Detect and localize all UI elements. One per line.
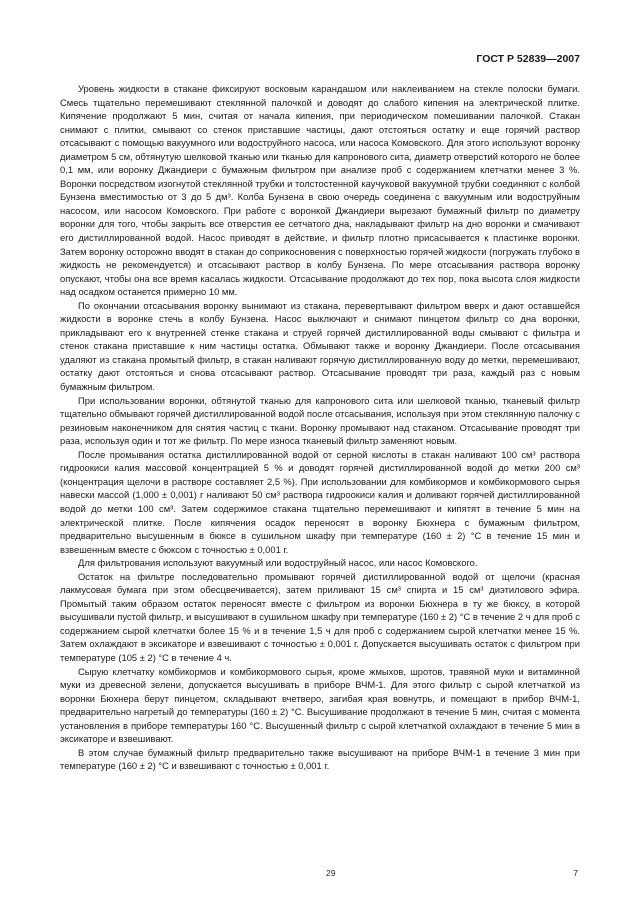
paragraph: Для фильтрования используют вакуумный или водоструйный насос, или насос Комовского. bbox=[78, 557, 478, 569]
document-body bbox=[60, 82, 580, 773]
paragraph: Уровень жидкости в стакане фиксируют восковым карандашом или наклеиванием на стекле полоски бумаги. Смесь тщательно перемешивают стеклянной палочкой и доводят до слабого кипения на электрической плитке. Кипячение продолжают 5 мин, считая от начала кипения, при периодическом помешивании палочкой. Стакан снимают с плитки, смывают со стенок приставшие частицы, дают отстояться остатку и еще горячий раствор отсасывают с помощью вакуумного или водоструйного насоса, или насоса Комовского. Для этого используют воронку диаметром 5 см, обтянутую шелковой тканью или тканью для капронового сита, диаметр отверстий которого не более 0,1 мм, или воронку Джандиери с бумажным фильтром при анализе проб с содержанием клетчатки менее 3 %. Воронки посредством изогнутой стеклянной трубки и толстостенной каучуковой вакуумной трубки соединяют с колбой Бунзена вместимостью от 3 до 5 дм³. Колба Бунзена в свою очередь соединена с вакуумным или водоструйным насосом, или насосом Комовского. При работе с воронкой Джандиери вырезают бумажный фильтр по диаметру воронки для того, чтобы закрыть все отверстия ее сетчатого дна, накладывают фильтр на дно воронки и смачивают его дистиллированной водой. Насос приводят в действие, и фильтр плотно присасывается к пластинке воронки. Затем воронку осторожно вводят в стакан до соприкосновения с поверхностью горячей жидкости (погружать глубоко в жидкость не рекомендуется) и отсасывают раствор в колбу Бунзена. По мере отсасывания раствора воронку опускают, чтобы она все время касалась жидкости. Отсасывание продолжают до тех пор, пока высота слоя жидкости над осадком останется примерно 10 мм. bbox=[60, 83, 580, 298]
paragraph: Остаток на фильтре последовательно промывают горячей дистиллированной водой от щелочи (красная лакмусовая бумага при этом обесцвечивается), затем приливают 15 см³ спирта и 15 см³ диэтилового эфира. Промытый таким образом остаток переносят вместе с фильтром из воронки Бюхнера в ту же бюксу, в которой высушивали пустой фильтр, и высушивают в сушильном шкафу при температуре (160 ± 2) °С в течение 2 ч для проб с содержанием сырой клетчатки более 15 % и в течение 1,5 ч для проб с содержанием сырой клетчатки менее 15 %. Затем охлаждают в эксикаторе и взвешивают с точностью ± 0,001 г. Допускается высушивать остаток с фильтром при температуре (105 ± 2) °С в течение 4 ч. bbox=[60, 570, 580, 663]
paragraph: Сырую клетчатку комбикормов и комбикормового сырья, кроме жмыхов, шротов, травяной муки и витаминной муки из древесной зелени, допускается высушивать в приборе ВЧМ-1. Для этого фильтр с сырой клетчаткой из воронки Бюхнера берут пинцетом, складывают вчетверо, загибая края вовнутрь, и помещают в прибор ВЧМ-1, предварительно нагретый до температуры (160 ± 2) °С. Высушивание продолжают в течение 5 мин, считая с момента установления в приборе температуры 160 °С. Высушенный фильтр с сырой клетчаткой охлаждают в течение 5 мин в эксикаторе и взвешивают. bbox=[60, 665, 580, 745]
paragraph: После промывания остатка дистиллированной водой от серной кислоты в стакан наливают 100 см³ раствора гидроокиси калия массовой концентрацией 5 % и доводят горячей дистиллированной водой до метки 200 см³ (концентрация щелочи в растворе составляет 2,5 %). При использовании для комбикормов и комбикормового сырья навески массой (1,000 ± 0,001) г наливают 50 см³ раствора гидроокиси калия и доливают горячей дистиллированной водой до метки 100 см³. Затем содержимое стакана тщательно перемешивают и кипятят в течение 5 мин на электрической плитке. После кипячения осадок переносят в воронку Бюхнера с бумажным фильтром, предварительно высушенным в бюксе в сушильном шкафу при температуре (160 ± 2) °С в течение 15 мин и взвешенным вместе с бюксом с точностью ± 0,001 г. bbox=[60, 448, 580, 555]
page-number: 29 bbox=[326, 868, 336, 878]
sheet-number: 7 bbox=[573, 868, 578, 878]
paragraph: При использовании воронки, обтянутой тканью для капронового сита или шелковой тканью, тканевый фильтр тщательно обмывают горячей дистиллированной водой после отсасывания, используя при этом стеклянную палочку с резиновым наконечником для снятия частиц с ткани. Воронку промывают над стаканом. Отсасывание проводят три раза, используя один и тот же фильтр. По мере износа тканевый фильтр заменяют новым. bbox=[60, 394, 580, 447]
paragraph: В этом случае бумажный фильтр предварительно также высушивают на приборе ВЧМ-1 в течение 3 мин при температуре (160 ± 2) °С и взвешивают с точностью ± 0,001 г. bbox=[60, 746, 580, 772]
standard-header: ГОСТ Р 52839—2007 bbox=[476, 53, 580, 65]
paragraph: По окончании отсасывания воронку вынимают из стакана, перевертывают фильтром вверх и дают оставшейся жидкости в воронке стечь в колбу Бунзена. Насос выключают и снимают пинцетом фильтр со дна воронки, прикладывают его к внутренней стенке стакана и струей горячей дистиллированной воды смывают с фильтра и стенок стакана приставшие к ним частицы остатка. Обмывают также и воронку Джандиери. После отсасывания удаляют из стакана промытый фильтр, в стакан наливают горячую дистиллированную воду до метки, перемешивают, остатку дают отстояться и снова отсасывают раствор. Отсасывание проводят три раза, каждый раз с новым бумажным фильтром. bbox=[60, 299, 580, 393]
